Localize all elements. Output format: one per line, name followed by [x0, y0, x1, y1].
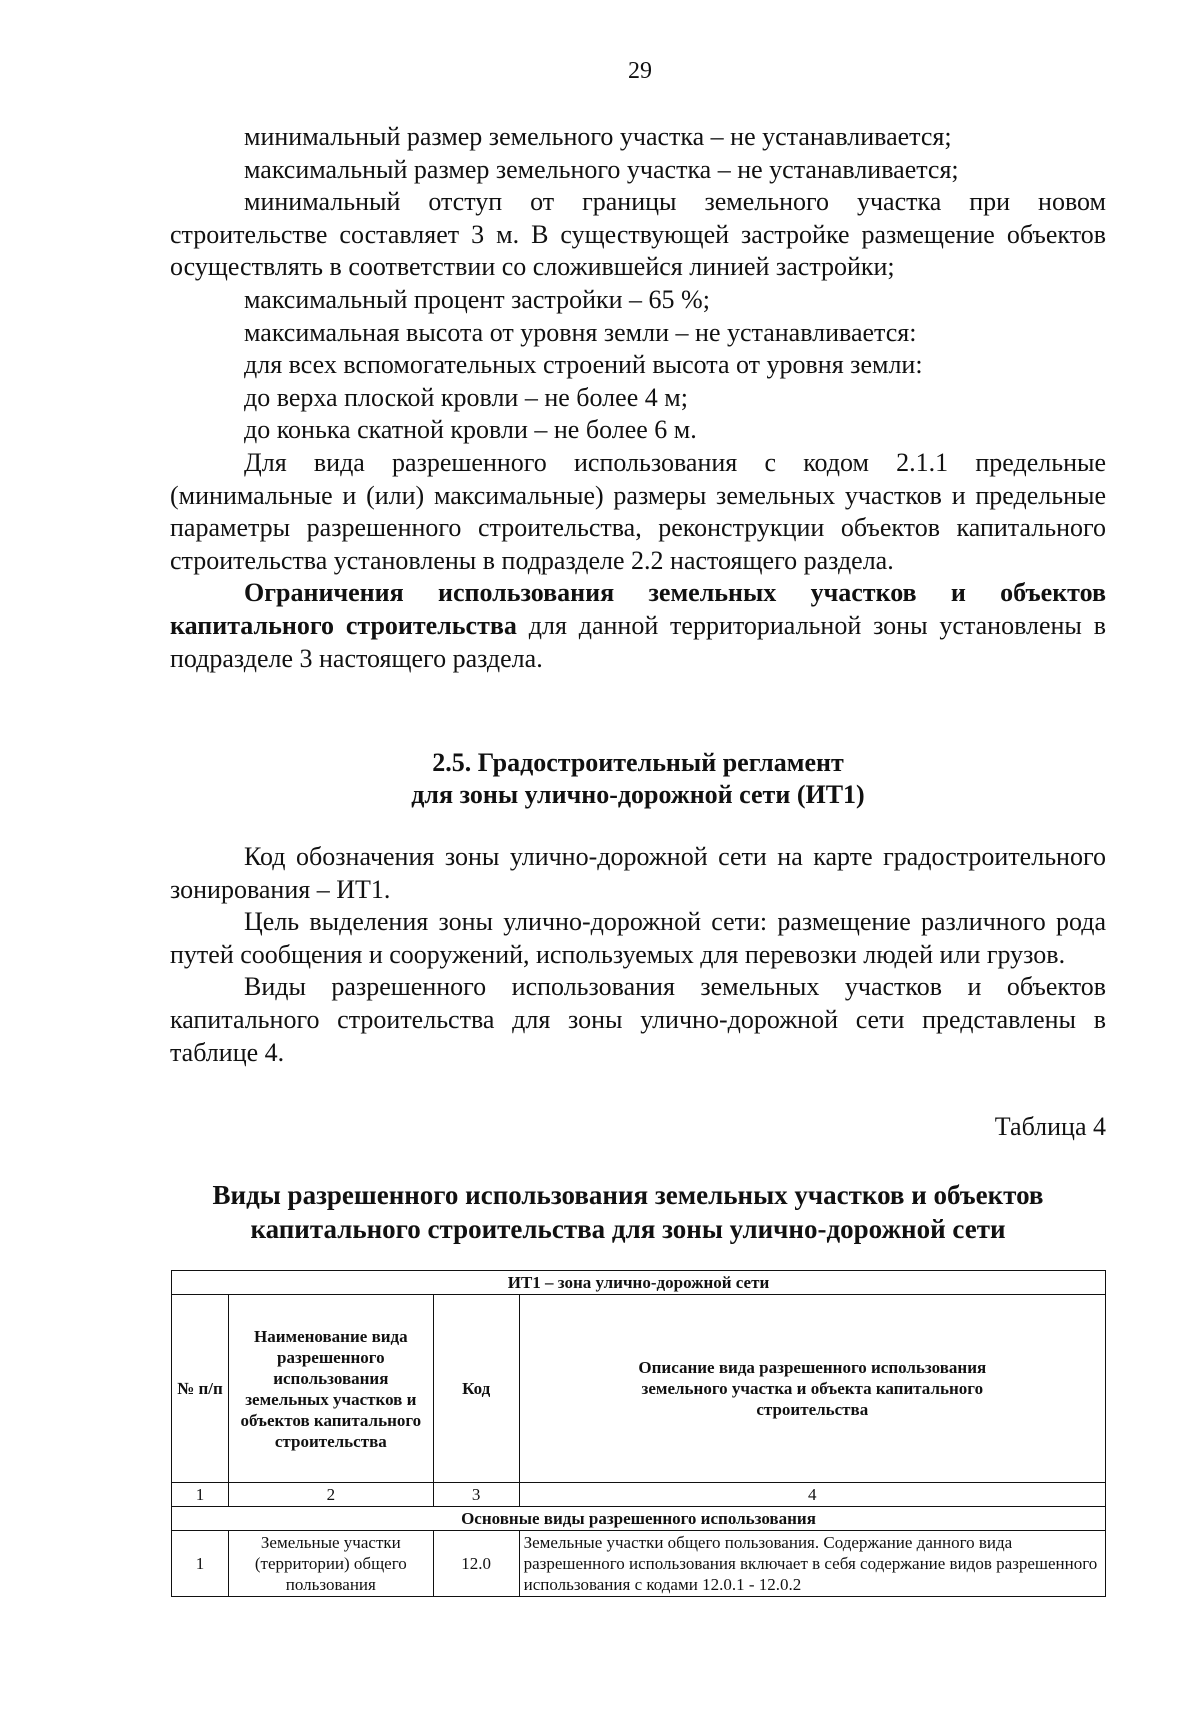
param-build-percent: максимальный процент застройки – 65 %; [244, 284, 710, 314]
col-number-1: 1 [172, 1483, 229, 1507]
page-number: 29 [628, 58, 652, 84]
restrictions-paragraph [170, 577, 1106, 675]
param-min-size: минимальный размер земельного участка – не устанавливается; [244, 122, 952, 151]
permitted-uses-table [171, 1270, 1106, 1597]
param-flat-roof: до верха плоской кровли – не более 4 м; [244, 382, 688, 412]
header-description: Описание вида разрешенного использования земельного участка и объекта капитального строительства [519, 1295, 1105, 1483]
table-row [172, 1531, 1106, 1597]
row-num: 1 [172, 1531, 229, 1597]
row-code: 12.0 [433, 1531, 519, 1597]
col-number-2: 2 [228, 1483, 433, 1507]
zone-purpose-paragraph: Цель выделения зоны улично-дорожной сети: размещение различного рода путей сообщения и сооружений, используемых для перевозки людей или грузов. [170, 907, 1106, 969]
param-pitched-roof: до конька скатной кровли – не более 6 м. [244, 415, 697, 445]
header-code: Код [433, 1295, 519, 1483]
zone-header-cell: ИТ1 – зона улично-дорожной сети [172, 1271, 1106, 1295]
row-name: Земельные участки (территории) общего пользования [228, 1531, 433, 1597]
table-caption: Таблица 4 [994, 1112, 1106, 1141]
col-number-3: 3 [433, 1483, 519, 1507]
group-header-main-uses: Основные виды разрешенного использования [172, 1507, 1106, 1531]
col-number-4: 4 [519, 1483, 1105, 1507]
section-heading-line1: 2.5. Градостроительный регламент [432, 748, 844, 777]
zone-code-paragraph: Код обозначения зоны улично-дорожной сети на карте градостроительного зонирования – ИТ1. [170, 842, 1106, 904]
param-code-211-note: Для вида разрешенного использования с кодом 2.1.1 предельные (минимальные и (или) максимальные) размеры земельных участков и предельные параметры разрешенного строительства, реконструкции объектов капитального строительства установлены в подразделе 2.2 настоящего раздела. [170, 447, 1106, 575]
table-title [150, 1178, 1106, 1246]
param-max-size: максимальный размер земельного участка – не устанавливается; [244, 154, 959, 184]
section-heading [170, 747, 1106, 811]
header-name: Наименование вида разрешенного использования земельных участков и объектов капитального строительства [228, 1295, 433, 1483]
header-num: № п/п [172, 1295, 229, 1483]
param-aux-buildings: для всех вспомогательных строений высота от уровня земли: [244, 350, 923, 380]
table-title-line1: Виды разрешенного использования земельных участков и объектов [212, 1180, 1044, 1210]
restrictions-rest: для данной территориальной зоны установлены в подразделе 3 настоящего раздела. [170, 610, 1106, 673]
param-max-height: максимальная высота от уровня земли – не устанавливается: [244, 317, 917, 347]
restrictions-bold: Ограничения использования земельных участков и объектов капитального строительства [170, 578, 1106, 640]
row-description: Земельные участки общего пользования. Содержание данного вида разрешенного использования включает в себя содержание видов разрешенного использования с кодами 12.0.1 - 12.0.2 [519, 1531, 1105, 1597]
table-title-line2: капитального строительства для зоны улично-дорожной сети [250, 1214, 1006, 1244]
section-heading-line2: для зоны улично-дорожной сети (ИТ1) [411, 780, 865, 809]
regulation-text [170, 121, 1106, 675]
param-min-setback: минимальный отступ от границы земельного участка при новом строительстве составляет 3 м. В существующей застройке размещение объектов осуществлять в соответствии со сложившейся линией застройки; [170, 187, 1106, 282]
zone-uses-paragraph: Виды разрешенного использования земельных участков и объектов капитального строительства для зоны улично-дорожной сети представлены в таблице 4. [170, 972, 1106, 1067]
zone-description [170, 841, 1106, 1069]
